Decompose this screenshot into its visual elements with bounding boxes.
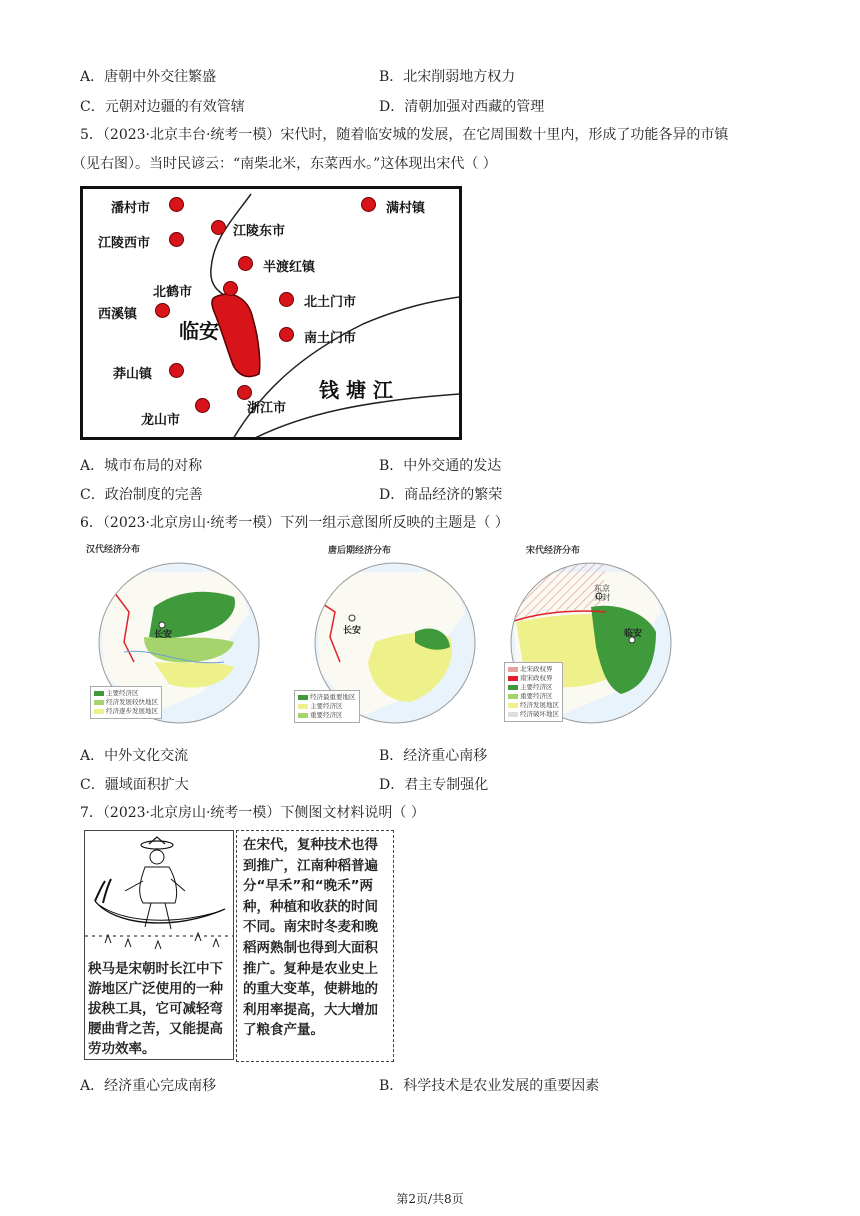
double-cropping-text: 在宋代，复种技术也得到推广，江南种稻普遍分“早禾”和“晚禾”两种，种植和收获的时间不同。南宋时冬麦和晚稻两熟制也得到大面积推广。复种是农业史上的重大变革，使耕地的利用率提高，大大增加了粮食产量。 — [236, 830, 394, 1062]
q5-stem-line2: （见右图）。当时民谚云：“南柴北米，东菜西水。”这体现出宋代（ ） — [72, 156, 497, 172]
q6-option-b: B．经济重心南移 — [379, 748, 488, 764]
map-tang-legend: 经济最重要地区 主要经济区 重要经济区 — [294, 690, 360, 723]
map-song-legend: 北宋政权界 南宋政权界 主要经济区 重要经济区 经济发展地区 经济破坏地区 — [504, 662, 563, 722]
label-beihe: 北鹤市 — [153, 285, 193, 300]
dot-jiangling-east — [211, 220, 226, 235]
farmer-on-seedling-horse-illustration — [85, 831, 233, 959]
q5-option-d: D．商品经济的繁荣 — [379, 487, 503, 503]
q5-option-a: A．城市布局的对称 — [80, 458, 203, 474]
map-song-city2: 临安 — [624, 629, 643, 639]
dot-mangshan — [169, 363, 184, 378]
label-xixi: 西溪镇 — [98, 307, 138, 322]
q7-option-a: A．经济重心完成南移 — [80, 1078, 217, 1094]
map-han-city: 长安 — [154, 630, 173, 640]
map-song-title: 宋代经济分布 — [526, 546, 581, 556]
label-mancun: 满村镇 — [386, 201, 426, 216]
dot-jiangling-west — [169, 232, 184, 247]
yangma-picture — [84, 830, 234, 1060]
q7-option-b: B．科学技术是农业发展的重要因素 — [379, 1078, 600, 1094]
dot-nantumen — [279, 327, 294, 342]
label-jiangling-east: 江陵东市 — [233, 224, 286, 239]
map-tang-city: 长安 — [343, 626, 362, 636]
q4-option-a: A．唐朝中外交往繁盛 — [80, 69, 217, 85]
label-banduhong: 半渡红镇 — [263, 260, 316, 275]
dot-beihe — [223, 281, 238, 296]
map-tang-title: 唐后期经济分布 — [328, 546, 392, 556]
dot-mancun — [361, 197, 376, 212]
label-qiantang: 钱 塘 江 — [319, 378, 393, 402]
q5-option-c: C．政治制度的完善 — [80, 487, 203, 503]
label-zhejiang: 浙江市 — [247, 401, 287, 416]
linan-market-map — [80, 186, 462, 440]
dot-panchun — [169, 197, 184, 212]
q5-stem-line1: 5．（2023·北京丰台·统考一模）宋代时，随着临安城的发展，在它周围数十里内，形成了功能各异的市镇 — [80, 127, 729, 143]
q5-option-b: B．中外交通的发达 — [379, 458, 502, 474]
label-panchun: 潘村市 — [111, 201, 151, 216]
page-footer: 第2页/共8页 — [396, 1192, 464, 1206]
q6-option-a: A．中外文化交流 — [80, 748, 189, 764]
map-han-title: 汉代经济分布 — [86, 545, 141, 555]
label-beitumen: 北土门市 — [304, 295, 357, 310]
label-longshan: 龙山市 — [141, 413, 181, 428]
yangma-caption: 秧马是宋朝时长江中下游地区广泛使用的一种拔秧工具，它可减轻弯腰曲背之苦，又能提高劳功效率。 — [88, 961, 223, 1057]
q4-option-c: C．元朝对边疆的有效管辖 — [80, 99, 245, 115]
label-mangshan: 莽山镇 — [113, 367, 153, 382]
label-nantumen: 南土门市 — [304, 331, 357, 346]
q6-stem: 6．（2023·北京房山·统考一模）下列一组示意图所反映的主题是（ ） — [80, 515, 509, 531]
q6-option-d: D．君主专制强化 — [379, 777, 489, 793]
dot-beitumen — [279, 292, 294, 307]
dot-xixi — [155, 303, 170, 318]
dot-longshan — [195, 398, 210, 413]
q4-option-b: B．北宋削弱地方权力 — [379, 69, 516, 85]
q6-option-c: C．疆域面积扩大 — [80, 777, 189, 793]
map-song-city1: 东京 开封 — [594, 584, 610, 602]
q7-stem: 7．（2023·北京房山·统考一模）下侧图文材料说明（ ） — [80, 805, 425, 821]
label-linan: 临安 — [179, 319, 219, 343]
map-han-legend: 主要经济区 经济发展较快地区 经济逐步发展地区 — [90, 686, 162, 719]
dot-banduhong — [238, 256, 253, 271]
q4-option-d: D．清朝加强对西藏的管理 — [379, 99, 545, 115]
label-jiangling-west: 江陵西市 — [98, 236, 151, 251]
